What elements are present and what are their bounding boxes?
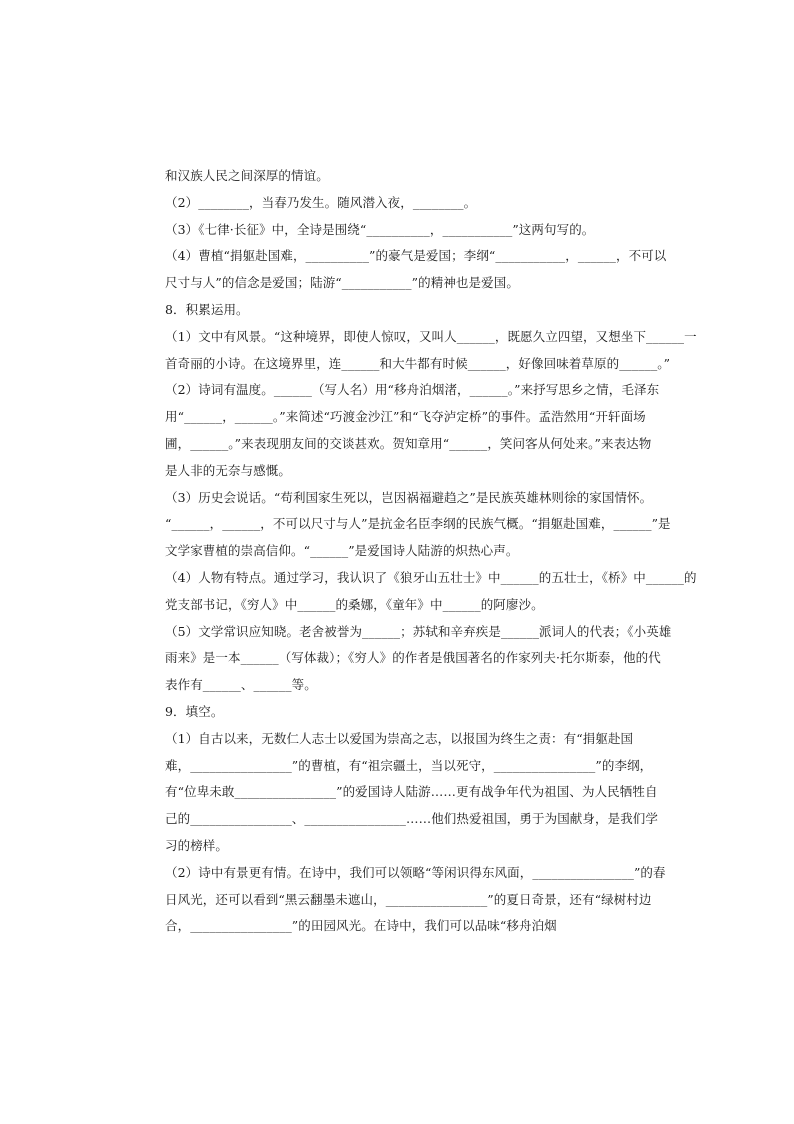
text-line: 首奇丽的小诗。在这境界里，连______和大牛都有时候______，好像回味着草原的______。” bbox=[165, 355, 671, 371]
text-line: （2）诗中有景更有情。在诗中，我们可以领略“等闲识得东风面，________________”的春 bbox=[165, 864, 666, 880]
text-line: 文学家曹植的崇高信仰。“______”是爱国诗人陆游的炽热心声。 bbox=[165, 543, 519, 559]
text-line: （2）________，当春乃发生。随风潜入夜，________。 bbox=[165, 194, 477, 210]
text-line: 尺寸与人”的信念是爱国；陆游“___________”的精神也是爱国。 bbox=[165, 275, 519, 291]
question-heading: 8．积累运用。 bbox=[165, 301, 249, 317]
text-line: （5）文学常识应知晓。老舍被誉为______；苏轼和辛弃疾是______派词人的代表；《小英雄 bbox=[165, 623, 672, 639]
text-line: （1）文中有风景。“这种境界，即使人惊叹，又叫人______，既愿久立四望，又想坐下______一 bbox=[165, 328, 697, 344]
text-line: 是人非的无奈与感慨。 bbox=[165, 462, 292, 478]
text-line: （2）诗词有温度。______（写人名）用“移舟泊烟渚，______。”来抒写思乡之情，毛泽东 bbox=[165, 382, 660, 398]
document-text-block bbox=[165, 163, 697, 940]
text-line: 合，________________”的田园风光。在诗中，我们可以品味“移舟泊烟 bbox=[165, 918, 557, 934]
text-line: 有“位卑未敢________________”的爱国诗人陆游……更有战争年代为祖国、为人民牺牲自 bbox=[165, 784, 658, 800]
text-line: （3）《七律·长征》中，全诗是围绕“__________，___________”这两句写的。 bbox=[165, 221, 595, 237]
text-line: （3）历史会说话。“苟利国家生死以，岂因祸福避趋之”是民族英雄林则徐的家国情怀。 bbox=[165, 489, 653, 505]
text-line: （4）曹植“捐躯赴国难，__________”的豪气是爱国；李纲“___________，______，不可以 bbox=[165, 248, 667, 264]
question-heading: 9．填空。 bbox=[165, 703, 224, 719]
text-line: 习的榜样。 bbox=[165, 837, 229, 853]
text-line: 表作有______、______等。 bbox=[165, 677, 317, 693]
text-line: 用“______，______。”来简述“巧渡金沙江”和“飞夺泸定桥”的事件。孟浩然用“开轩面场 bbox=[165, 409, 646, 425]
text-line: “______，______，不可以尺寸与人”是抗金名臣李纲的民族气概。“捐躯赴国难，______”是 bbox=[165, 516, 671, 532]
text-line: （1）自古以来，无数仁人志士以爱国为崇高之志，以报国为终生之责：有“捐躯赴国 bbox=[165, 730, 634, 746]
text-line: 己的________________、________________……他们热爱祖国，勇于为国献身，是我们学 bbox=[165, 811, 659, 827]
text-line: 雨来》是一本______（写体裁）；《穷人》的作者是俄国著名的作家列夫·托尔斯泰，他的代 bbox=[165, 650, 661, 666]
text-line: 日风光，还可以看到“黑云翻墨未遮山，________________”的夏日奇景，还有“绿树村边 bbox=[165, 891, 652, 907]
text-line: 和汉族人民之间深厚的情谊。 bbox=[165, 168, 329, 183]
text-line: （4）人物有特点。通过学习，我认识了《狼牙山五壮士》中______的五壮士，《桥》中______的 bbox=[165, 569, 697, 585]
text-line: 难，________________”的曹植，有“祖宗疆土，当以死守，________________”的李纲， bbox=[165, 757, 653, 773]
text-line: 圃，______。”来表现朋友间的交谈甚欢。贺知章用“______，笑问客从何处来。”来表达物 bbox=[165, 435, 652, 451]
text-line: 党支部书记，《穷人》中______的桑娜，《童年》中______的阿廖沙。 bbox=[165, 596, 544, 612]
